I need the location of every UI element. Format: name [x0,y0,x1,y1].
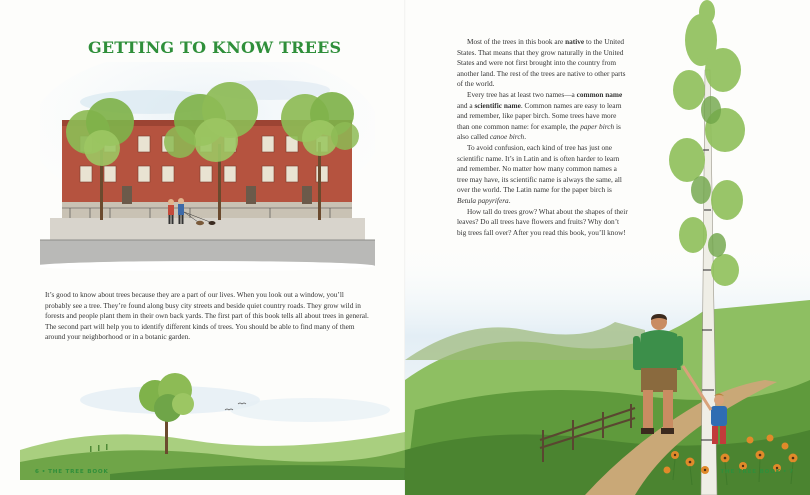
text-run: Most of the trees in this book are [467,37,566,46]
italic-term: canoe birch [489,132,525,142]
text-run: . Common names are easy to learn and remember, like paper birch. Some trees have more than one common name: for example, the [457,100,622,131]
city-street-illustration [40,62,375,272]
body-paragraph [457,143,629,207]
running-head: THE TREE BOOK [720,469,781,475]
folio-left [35,469,109,475]
right-page-text [457,37,629,238]
folio-separator: • [41,469,47,475]
text-run: is also called [457,121,621,142]
body-paragraph [457,207,629,239]
running-head: THE TREE BOOK [48,469,109,475]
text-run: How tall do trees grow? What about the shapes of their leaves? Do all trees have flowers and fruits? Why don’t big trees fall over? After you read this book, you’ll know! [457,206,628,237]
text-run: to the United States. That means that they grow naturally in the United States and were not first brought into the country from another land. The rest of the trees are native to other parts of the world. [457,37,626,89]
page-number: 6 [35,469,40,475]
chapter-title: GETTING TO KNOW TREES [88,38,342,57]
folio-right [720,469,794,475]
italic-term: Betula papyrifera [457,195,509,205]
text-run: . [508,195,511,205]
bold-term: common name [576,89,623,99]
italic-term: paper birch [580,121,615,131]
bold-term: scientific name [474,100,521,110]
countryside-tree-illustration [20,370,405,480]
text-run: . [524,132,527,142]
body-paragraph [457,90,629,143]
folio-separator: • [782,469,788,475]
intro-paragraph: It’s good to know about trees because they are a part of our lives. When you look out a window, you’ll probably see a tree. They’re found along busy city streets and beside quiet country roads. They grow wild in forests and people plant them in their own back yards. The first part of this book tells all about trees in general. The second part will help you to identify different kinds of trees. You should be able to find many of them around your neighborhood or in a botanic garden. [45,290,369,342]
text-run: To avoid confusion, each kind of tree has just one scientific name. It’s in Latin and is often harder to learn and remember. No matter how many common names a tree may have, its scientific name is always the same, all over the world. The Latin name for the paper birch is [457,142,622,195]
right-page [405,0,810,495]
bold-term: native [565,37,585,46]
body-paragraph [457,37,629,90]
text-run: Every tree has at least two names—a [467,89,577,99]
page-number: 7 [789,469,794,475]
text-run: and a [457,100,475,110]
